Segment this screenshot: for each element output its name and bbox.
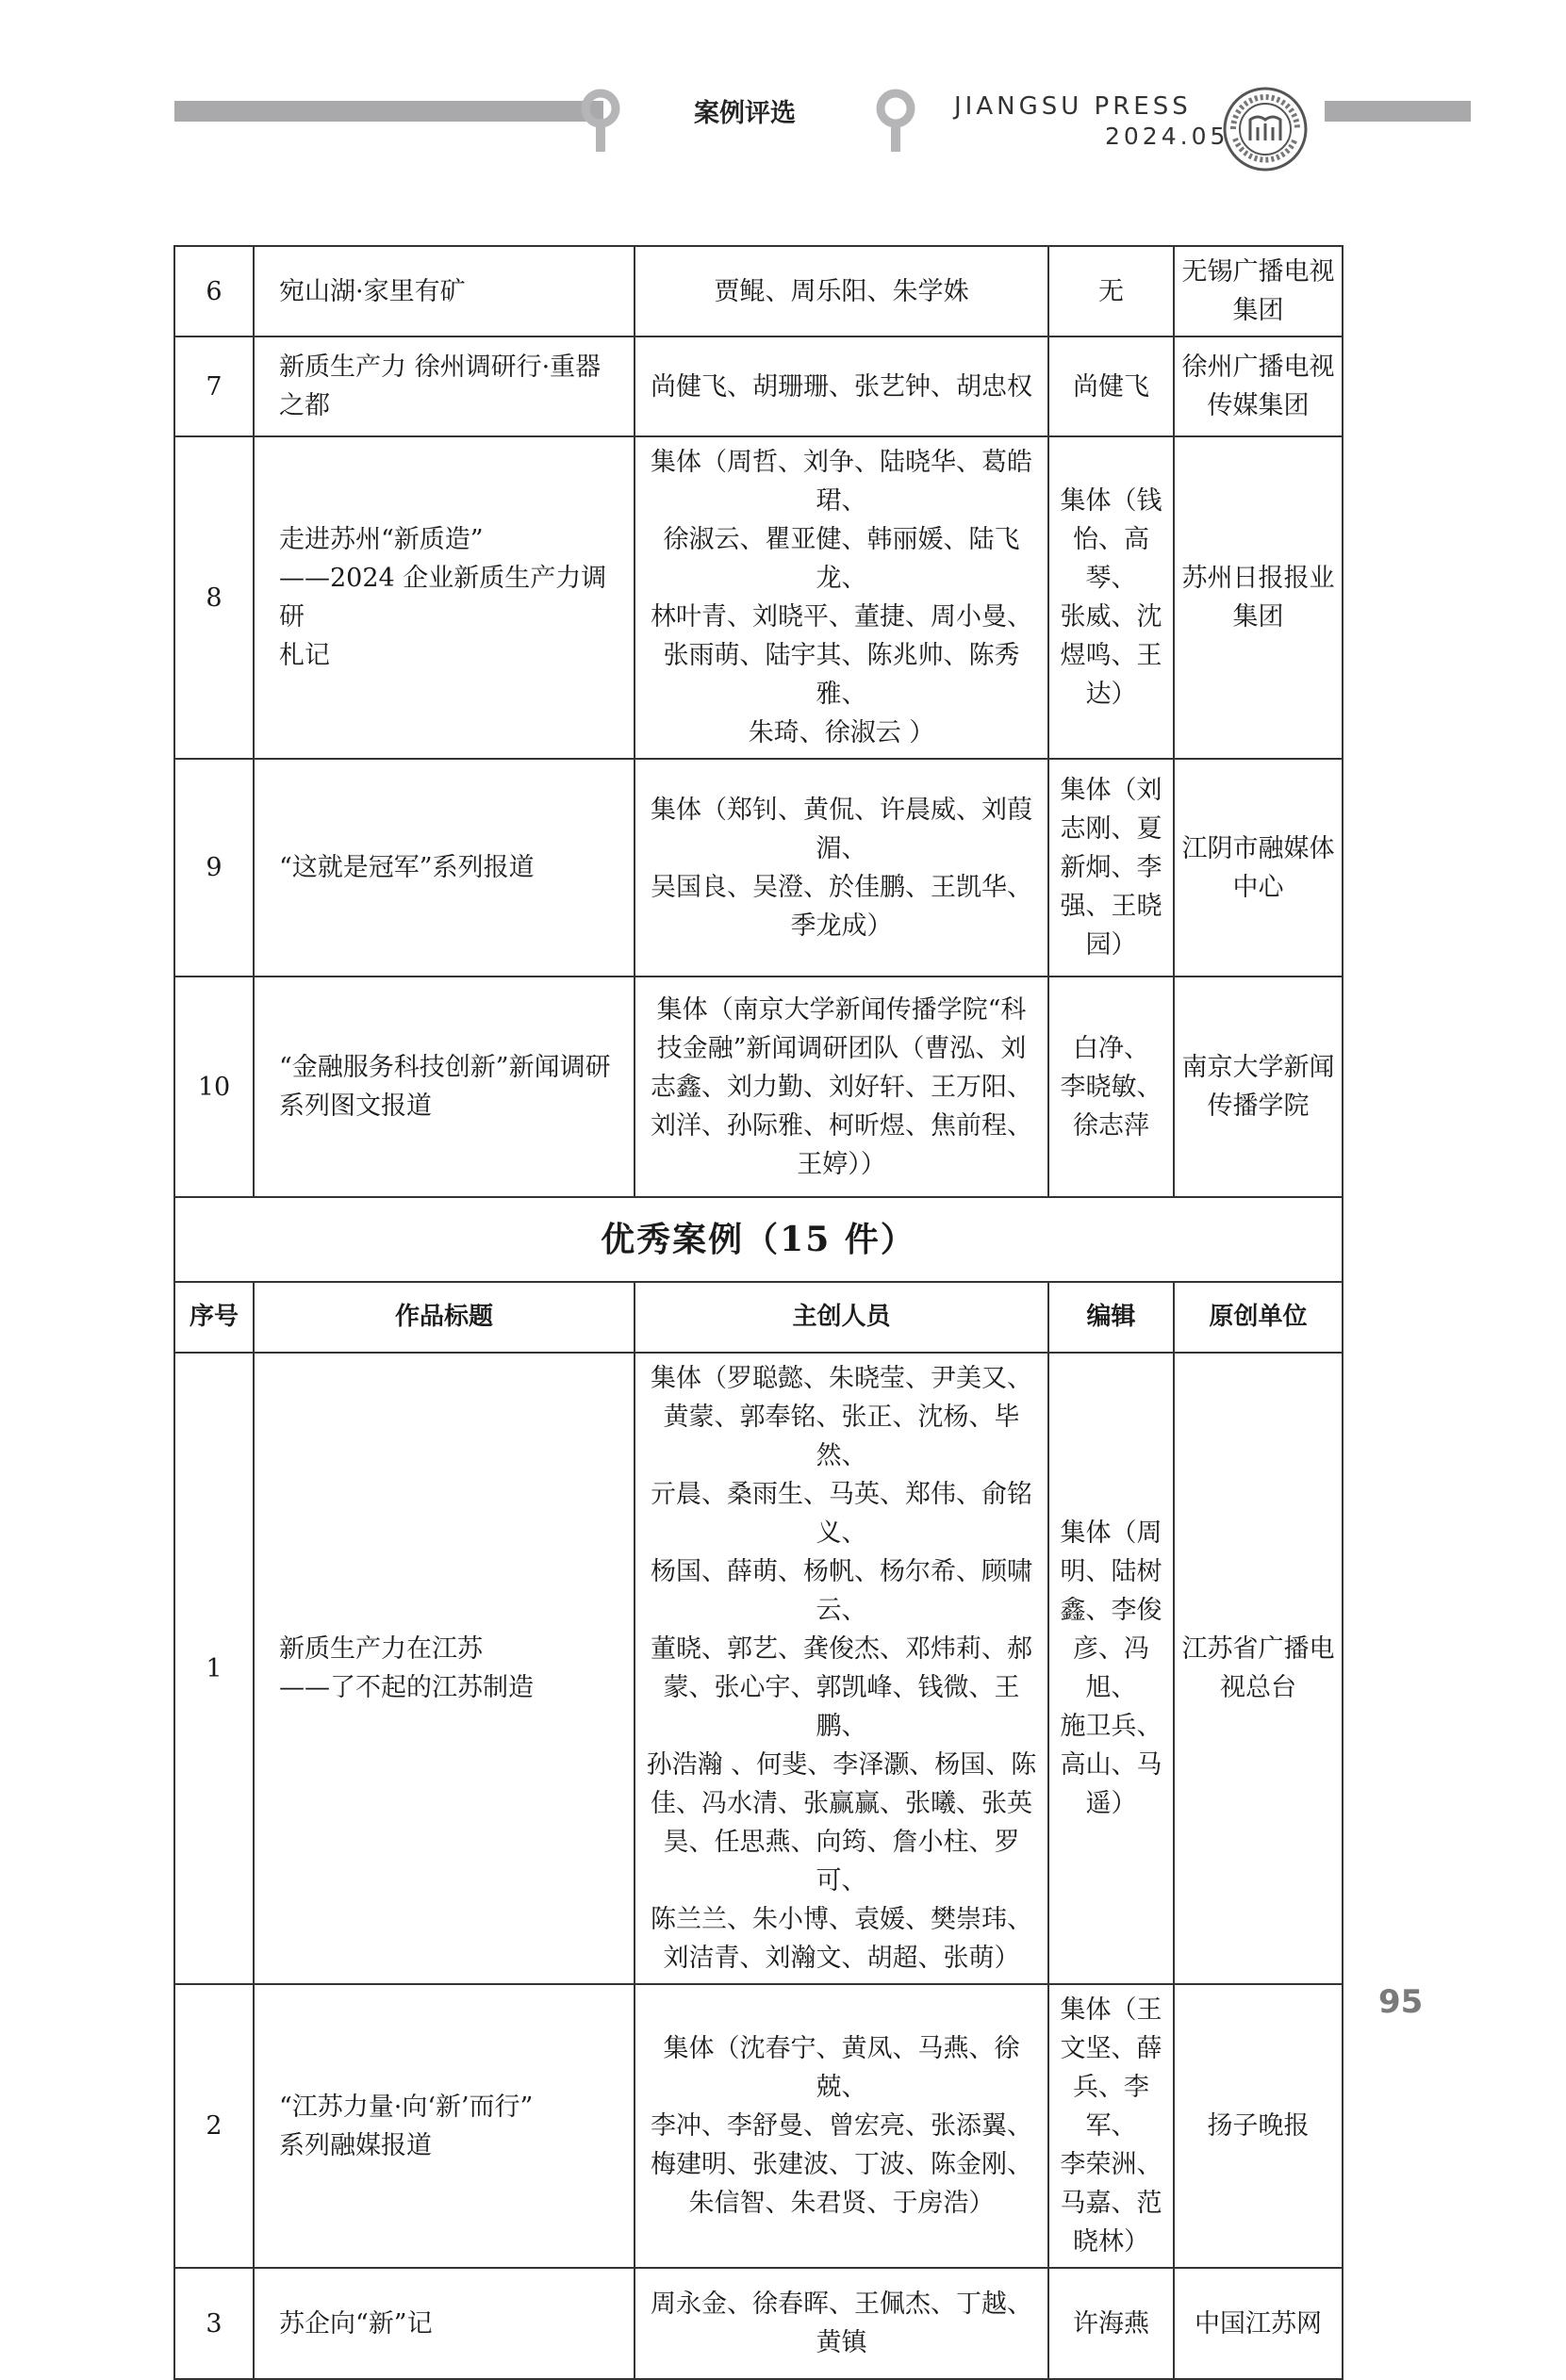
editor-line: 鑫、李俊 (1060, 1596, 1162, 1625)
editor-cell (1048, 336, 1174, 436)
work-title-line: 札记 (279, 641, 330, 670)
original-unit-cell (1174, 759, 1343, 977)
original-unit-line: 中心 (1232, 872, 1284, 902)
editor-line: 李晓敏、 (1060, 1072, 1162, 1102)
work-title-cell (254, 2268, 635, 2379)
editor-line: 高山、马 (1060, 1750, 1162, 1780)
creators-line: 张雨萌、陆宇其、陈兆帅、陈秀雅、 (663, 641, 1020, 709)
column-header-no: 序号 (174, 1282, 254, 1353)
original-unit-line: 视总台 (1220, 1673, 1296, 1702)
table-row (174, 759, 1343, 977)
editor-line: 明、陆树 (1060, 1557, 1162, 1586)
row-number-cell: 2 (174, 1984, 254, 2268)
original-unit-line: 无锡广播电视 (1181, 257, 1335, 287)
original-unit-line: 传媒集团 (1207, 391, 1310, 420)
publication-name: JIANGSU PRESS (954, 92, 1192, 121)
original-unit-cell (1174, 977, 1343, 1197)
original-unit-cell (1174, 436, 1343, 759)
creators-cell (635, 246, 1048, 336)
work-title-line: 新质生产力在江苏 (279, 1634, 483, 1664)
editor-line: 新炯、李 (1060, 853, 1162, 882)
editor-cell (1048, 2268, 1174, 2379)
original-unit-cell (1174, 2268, 1343, 2379)
editor-line: 园） (1085, 930, 1137, 960)
location-pin-icon (872, 86, 919, 154)
creators-line: 周永金、徐春晖、王佩杰、丁越、 (651, 2290, 1032, 2319)
work-title-cell (254, 436, 635, 759)
excellent-case-rows (174, 1353, 1343, 2379)
work-title-line: “江苏力量·向‘新’而行” (279, 2092, 534, 2122)
original-unit-line: 江苏省广播电 (1181, 1634, 1335, 1664)
row-number-cell: 8 (174, 436, 254, 759)
original-unit-line: 苏州日报报业 (1181, 564, 1335, 593)
table-row (174, 1353, 1343, 1984)
editor-line: 无 (1098, 276, 1124, 306)
creators-line: 志鑫、刘力勤、刘好轩、王万阳、 (651, 1072, 1032, 1102)
editor-line: 怡、高琴、 (1073, 525, 1149, 593)
creators-line: 刘洋、孙际雅、柯昕煜、焦前程、 (651, 1110, 1032, 1141)
editor-line: 煜鸣、王 (1060, 641, 1162, 670)
creators-line: 杨国、薛萌、杨帆、杨尔希、顾啸云、 (651, 1557, 1032, 1625)
creators-line: 林叶青、刘晓平、董捷、周小曼、 (651, 602, 1032, 632)
creators-line: 蒙、张心宇、郭凯峰、钱微、王鹏、 (663, 1673, 1020, 1741)
creators-line: 集体（周哲、刘争、陆晓华、葛皓珺、 (651, 448, 1032, 516)
top-rows (174, 246, 1343, 1197)
editor-line: 集体（刘 (1060, 776, 1162, 805)
table-row (174, 2268, 1343, 2379)
work-title-cell (254, 336, 635, 436)
original-unit-line: 集团 (1232, 296, 1284, 325)
creators-line: 昊、任思燕、向筠、詹小柱、罗可、 (663, 1828, 1020, 1896)
column-header-unit: 原创单位 (1174, 1282, 1343, 1353)
editor-line: 达） (1085, 680, 1137, 709)
editor-cell (1048, 977, 1174, 1197)
creators-line: 尚健飞、胡珊珊、张艺钟、胡忠权 (651, 371, 1032, 402)
original-unit-cell (1174, 1353, 1343, 1984)
creators-line: 集体（郑钊、黄侃、许晨威、刘葭湄、 (651, 795, 1032, 863)
table-row (174, 977, 1343, 1197)
column-header-row (174, 1282, 1343, 1353)
column-header-editor: 编辑 (1048, 1282, 1174, 1353)
row-number-cell: 9 (174, 759, 254, 977)
row-number-cell: 10 (174, 977, 254, 1197)
work-title-cell (254, 1353, 635, 1984)
work-title-cell (254, 759, 635, 977)
creators-cell (635, 2268, 1048, 2379)
editor-cell (1048, 759, 1174, 977)
header-bar-right (1325, 101, 1471, 122)
case-table (173, 245, 1343, 2380)
creators-line: 梅建明、张建波、丁波、陈金刚、 (651, 2150, 1032, 2179)
original-unit-line: 集团 (1232, 602, 1284, 632)
editor-line: 马嘉、范 (1060, 2189, 1162, 2218)
column-header-title: 作品标题 (254, 1282, 635, 1353)
editor-cell (1048, 436, 1174, 759)
creators-line: 董晓、郭艺、龚俊杰、邓炜莉、郝 (651, 1634, 1032, 1664)
creators-line: 亓晨、桑雨生、马英、郑伟、俞铭义、 (651, 1480, 1032, 1548)
creators-line: 佳、冯水清、张赢赢、张曦、张英 (651, 1789, 1032, 1818)
creators-line: 集体（南京大学新闻传播学院“科 (656, 994, 1027, 1025)
table-row (174, 336, 1343, 436)
section-heading: 优秀案例（15 件） (174, 1197, 1343, 1282)
page-number: 95 (1378, 1983, 1424, 2021)
creators-line: 黄蒙、郭奉铭、张正、沈杨、毕然、 (663, 1403, 1020, 1470)
table-row (174, 1984, 1343, 2268)
editor-cell (1048, 1984, 1174, 2268)
editor-line: 施卫兵、 (1060, 1712, 1162, 1741)
creators-line: 刘洁青、刘瀚文、胡超、张萌） (663, 1944, 1020, 1973)
issue-date: 2024.05 (1105, 123, 1229, 150)
work-title-line: 系列图文报道 (279, 1092, 432, 1121)
editor-line: 彦、冯旭、 (1073, 1634, 1149, 1702)
editor-line: 志刚、夏 (1060, 814, 1162, 844)
creators-line: 吴国良、吴澄、於佳鹏、王凯华、 (651, 872, 1032, 902)
editor-line: 白净、 (1073, 1033, 1149, 1063)
editor-line: 徐志萍 (1073, 1110, 1149, 1141)
editor-line: 张威、沈 (1060, 602, 1162, 632)
work-title-line: “这就是冠军”系列报道 (279, 853, 535, 882)
creators-line: 黄镇 (816, 2328, 867, 2357)
work-title-line: “金融服务科技创新”新闻调研 (279, 1053, 611, 1082)
work-title-line: ——2024 企业新质生产力调研 (279, 564, 607, 632)
original-unit-line: 中国江苏网 (1195, 2308, 1322, 2339)
association-seal-icon (1222, 86, 1309, 172)
original-unit-cell (1174, 1984, 1343, 2268)
creators-line: 李冲、李舒曼、曾宏亮、张添翼、 (651, 2111, 1032, 2141)
table-row (174, 246, 1343, 336)
table-row (174, 436, 1343, 759)
editor-line: 尚健飞 (1073, 371, 1149, 402)
row-number-cell: 1 (174, 1353, 254, 1984)
creators-line: 贾鲲、周乐阳、朱学姝 (714, 276, 969, 306)
creators-line: 季龙成） (790, 911, 893, 941)
creators-line: 技金融”新闻调研团队（曹泓、刘 (656, 1033, 1027, 1063)
editor-line: 遥） (1085, 1789, 1137, 1818)
work-title-line: 新质生产力 徐州调研行·重器 (279, 353, 602, 382)
creators-line: 集体（沈春宁、黄凤、马燕、徐兢、 (663, 2034, 1020, 2102)
section-title: 案例评选 (694, 99, 796, 128)
work-title-cell (254, 977, 635, 1197)
creators-line: 王婷）） (797, 1149, 886, 1179)
creators-line: 朱琦、徐淑云 ） (748, 718, 935, 747)
row-number-cell: 7 (174, 336, 254, 436)
creators-line: 朱信智、朱君贤、于房浩） (688, 2189, 995, 2218)
work-title-line: 之都 (279, 391, 330, 420)
original-unit-line: 江阴市融媒体 (1181, 833, 1335, 863)
editor-line: 晓林） (1073, 2227, 1149, 2257)
creators-line: 陈兰兰、朱小博、袁媛、樊崇玮、 (651, 1905, 1032, 1934)
header-bar-left (174, 101, 603, 122)
creators-cell (635, 436, 1048, 759)
editor-cell (1048, 1353, 1174, 1984)
original-unit-line: 南京大学新闻 (1181, 1053, 1335, 1082)
work-title-line: 系列融媒报道 (279, 2130, 432, 2160)
editor-line: 强、王晓 (1060, 892, 1162, 921)
work-title-line: ——了不起的江苏制造 (279, 1673, 534, 1702)
location-pin-icon (577, 86, 624, 154)
editor-line: 集体（钱 (1060, 486, 1162, 516)
work-title-cell (254, 246, 635, 336)
creators-cell (635, 336, 1048, 436)
creators-line: 孙浩瀚 、何斐、李泽灏、杨国、陈 (646, 1750, 1037, 1780)
editor-line: 许海燕 (1073, 2308, 1149, 2339)
original-unit-line: 扬子晚报 (1207, 2111, 1310, 2141)
original-unit-cell (1174, 336, 1343, 436)
editor-line: 兵、李军、 (1073, 2073, 1149, 2141)
editor-cell (1048, 246, 1174, 336)
work-title-cell (254, 1984, 635, 2268)
work-title-line: 宛山湖·家里有矿 (279, 276, 466, 306)
creators-line: 徐淑云、瞿亚健、韩丽媛、陆飞龙、 (663, 525, 1020, 593)
creators-cell (635, 759, 1048, 977)
row-number-cell: 3 (174, 2268, 254, 2379)
section-heading-group (174, 1197, 1343, 1353)
creators-cell (635, 1984, 1048, 2268)
editor-line: 集体（王 (1060, 1995, 1162, 2025)
creators-line: 集体（罗聪懿、朱晓莹、尹美又、 (651, 1364, 1032, 1393)
section-heading-row (174, 1197, 1343, 1282)
creators-cell (635, 977, 1048, 1197)
column-header-creators: 主创人员 (635, 1282, 1048, 1353)
work-title-line: 走进苏州“新质造” (279, 525, 484, 554)
work-title-line: 苏企向“新”记 (279, 2308, 433, 2339)
original-unit-cell (1174, 246, 1343, 336)
editor-line: 文坚、薛 (1060, 2034, 1162, 2063)
creators-cell (635, 1353, 1048, 1984)
editor-line: 集体（周 (1060, 1518, 1162, 1548)
original-unit-line: 传播学院 (1207, 1092, 1310, 1121)
row-number-cell: 6 (174, 246, 254, 336)
editor-line: 李荣洲、 (1060, 2150, 1162, 2179)
original-unit-line: 徐州广播电视 (1181, 353, 1335, 382)
